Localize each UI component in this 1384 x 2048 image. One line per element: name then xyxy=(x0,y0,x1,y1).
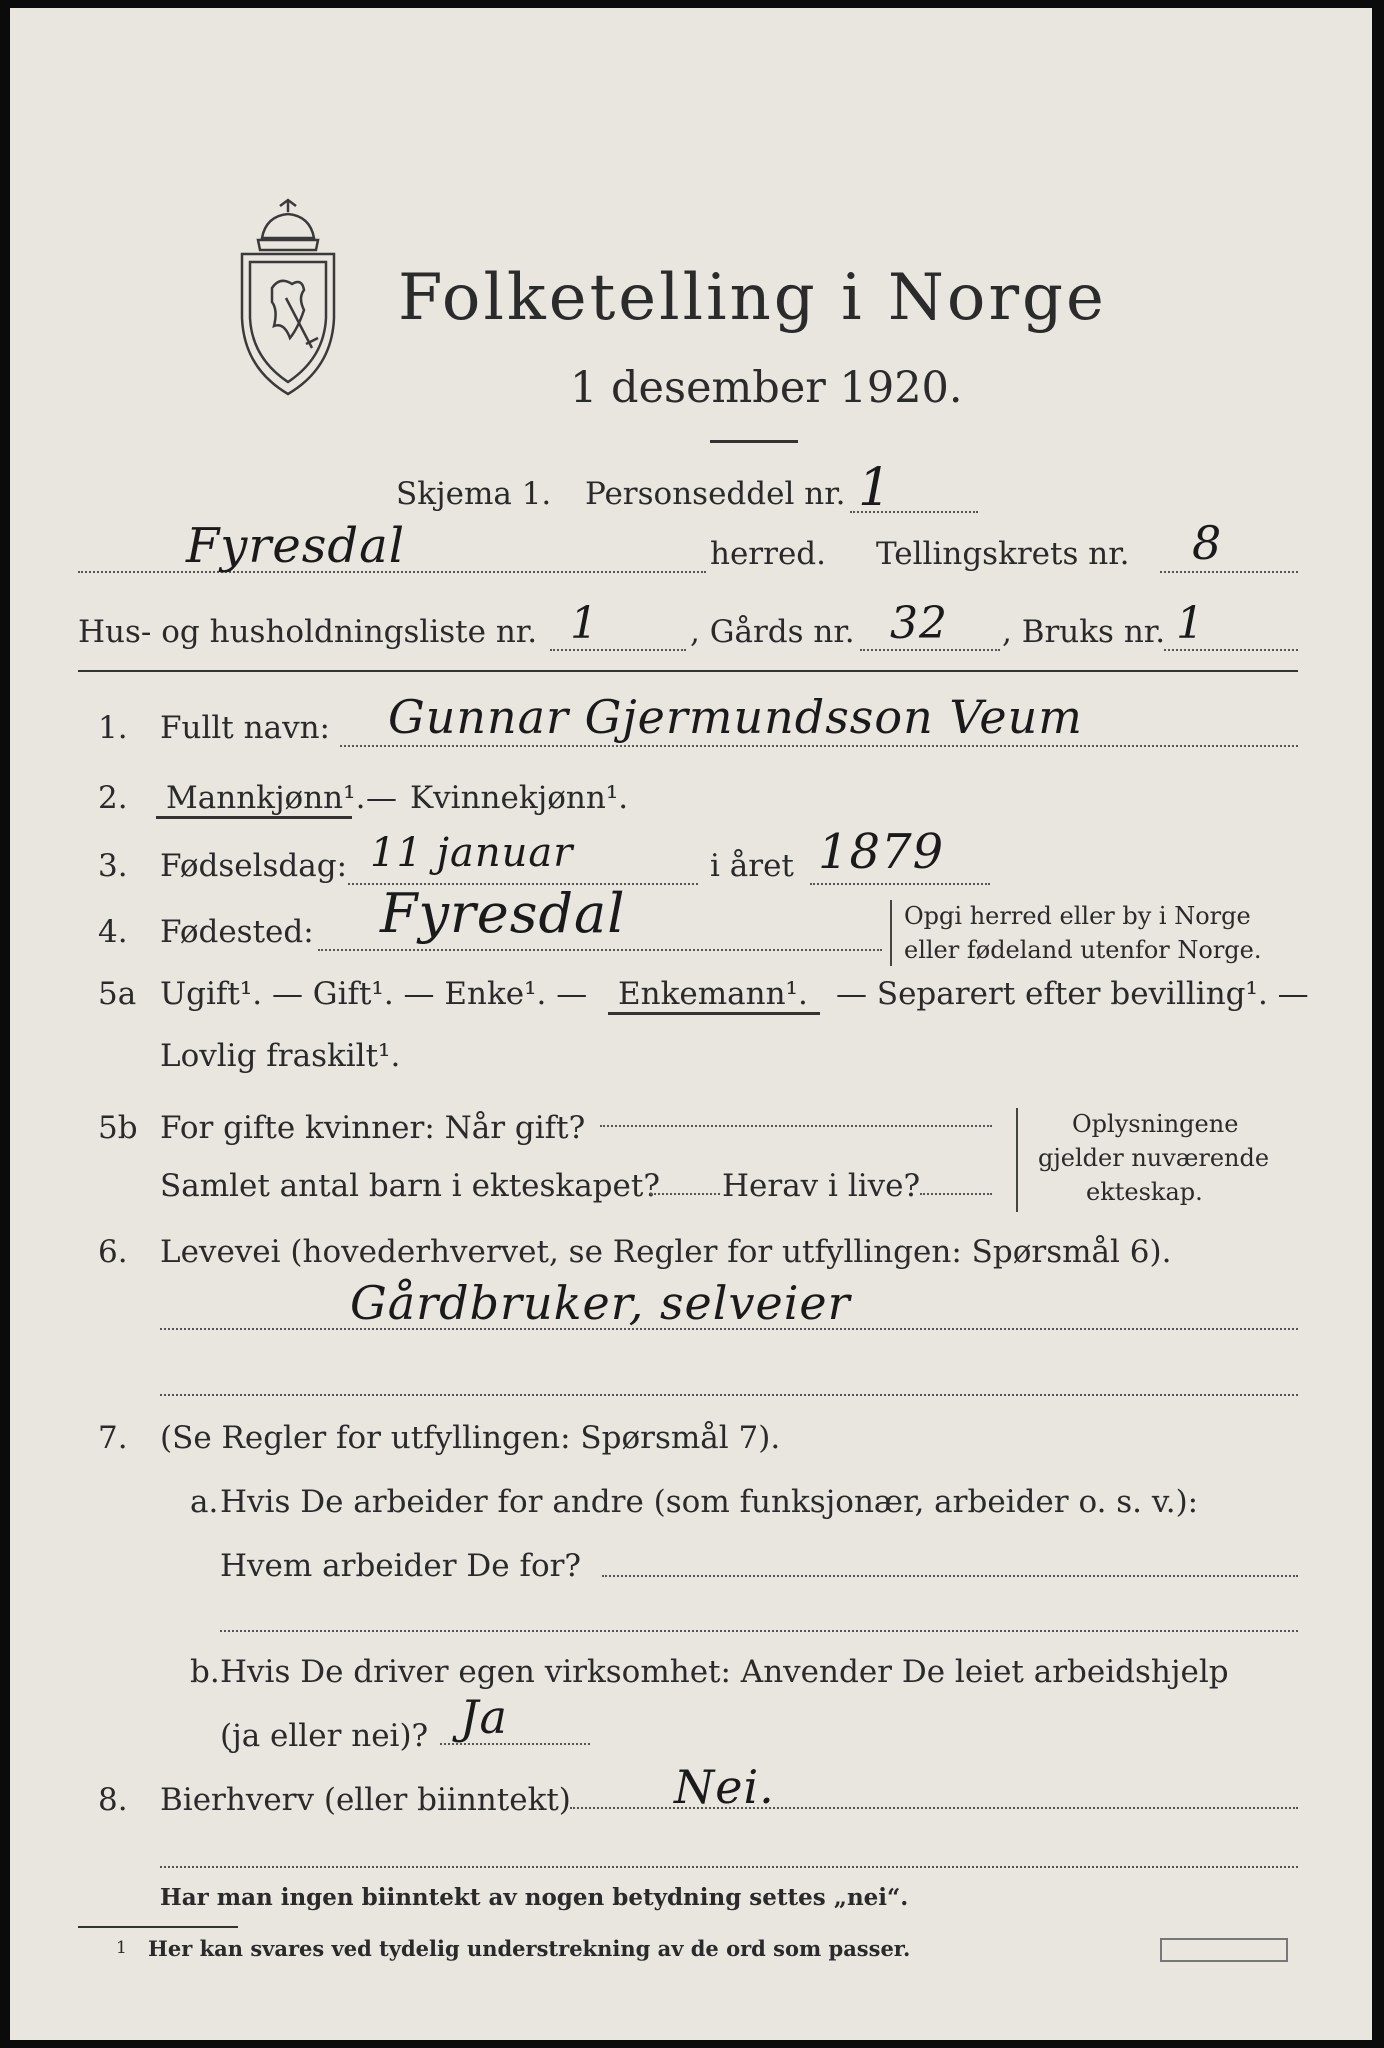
hus-value[interactable]: 1 xyxy=(570,598,599,649)
occupation-value[interactable]: Gårdbruker, selveier xyxy=(350,1276,851,1330)
birth-date-value[interactable]: 11 januar xyxy=(370,830,574,876)
q3-number: 3. xyxy=(98,848,128,884)
marital-option-fraskilt[interactable]: Lovlig fraskilt¹. xyxy=(160,1038,401,1074)
q8-label: Bierhverv (eller biinntekt) xyxy=(160,1782,571,1818)
q1-label: Fullt navn: xyxy=(160,710,330,746)
census-date: 1 desember 1920. xyxy=(570,363,963,413)
q6-label: Levevei (hovederhvervet, se Regler for utfyllingen: Spørsmål 6). xyxy=(160,1234,1172,1270)
birthplace-note-line1: Opgi herred eller by i Norge xyxy=(904,902,1251,930)
enkemann-selected-underline xyxy=(608,1012,820,1015)
herred-value[interactable]: Fyresdal xyxy=(186,518,406,574)
marriage-note-line3: ekteskap. xyxy=(1086,1178,1203,1206)
footnote-mark: 1 xyxy=(116,1938,127,1958)
q3-label: Fødselsdag: xyxy=(160,848,348,884)
header-divider xyxy=(78,670,1298,672)
q5b-number: 5b xyxy=(98,1110,138,1146)
footnote-text: Her kan svares ved tydelig understrekning av de ord som passer. xyxy=(148,1936,911,1961)
q7-number: 7. xyxy=(98,1420,128,1456)
q8-number: 8. xyxy=(98,1782,128,1818)
married-when-label: For gifte kvinner: Når gift? xyxy=(160,1110,586,1146)
employer-label: Hvem arbeider De for? xyxy=(220,1548,582,1584)
birth-year-value[interactable]: 1879 xyxy=(818,824,945,880)
birthplace-note-line2: eller fødeland utenfor Norge. xyxy=(904,936,1262,964)
marriage-note-line2: gjelder nuværende xyxy=(1038,1144,1270,1172)
hus-label: Hus- og husholdningsliste nr. xyxy=(78,614,538,650)
birthplace-value[interactable]: Fyresdal xyxy=(380,882,626,945)
personseddel-label: Personseddel nr. xyxy=(585,476,846,512)
side-income-value[interactable]: Nei. xyxy=(674,1760,775,1814)
q7a-letter: a. xyxy=(190,1484,219,1520)
hired-help-value[interactable]: Ja xyxy=(460,1690,508,1744)
gender-female-option[interactable]: Kvinnekjønn¹. xyxy=(410,780,629,816)
footnote-divider xyxy=(78,1926,238,1928)
skjema-label: Skjema 1. xyxy=(396,476,552,512)
q4-number: 4. xyxy=(98,914,128,950)
q7b-text: Hvis De driver egen virksomhet: Anvender De leiet arbeidshjelp xyxy=(220,1654,1229,1690)
hired-help-label: (ja eller nei)? xyxy=(220,1718,429,1754)
marital-options-after[interactable]: — Separert efter bevilling¹. — xyxy=(836,976,1309,1012)
q1-number: 1. xyxy=(98,710,128,746)
bruks-value[interactable]: 1 xyxy=(1176,598,1205,649)
q5a-number: 5a xyxy=(98,976,137,1012)
gender-male-option[interactable]: Mannkjønn¹. xyxy=(166,780,366,816)
tellingskrets-value[interactable]: 8 xyxy=(1192,516,1223,570)
norway-coat-of-arms-icon xyxy=(228,198,348,408)
marital-options-before[interactable]: Ugift¹. — Gift¹. — Enke¹. — xyxy=(160,976,588,1012)
full-name-value[interactable]: Gunnar Gjermundsson Veum xyxy=(388,690,1083,744)
children-alive-label: Herav i live? xyxy=(722,1168,921,1204)
side-income-note: Har man ingen biinntekt av nogen betydning settes „nei“. xyxy=(160,1884,909,1911)
marital-enkemann-option[interactable]: Enkemann¹. xyxy=(618,976,808,1012)
q6-number: 6. xyxy=(98,1234,128,1270)
gards-value[interactable]: 32 xyxy=(890,598,948,649)
children-count-label: Samlet antal barn i ekteskapet? xyxy=(160,1168,660,1204)
q4-label: Fødested: xyxy=(160,914,314,950)
herred-label: herred. xyxy=(710,536,826,572)
q7b-letter: b. xyxy=(190,1654,220,1690)
birth-year-label: i året xyxy=(710,848,794,884)
gards-label: , Gårds nr. xyxy=(690,614,855,650)
personseddel-value[interactable]: 1 xyxy=(858,458,893,518)
census-form-page xyxy=(10,8,1372,2040)
male-selected-underline xyxy=(156,816,352,819)
marriage-note-line1: Oplysningene xyxy=(1072,1110,1239,1138)
q7-label: (Se Regler for utfyllingen: Spørsmål 7). xyxy=(160,1420,781,1456)
q2-number: 2. xyxy=(98,780,128,816)
bruks-label: , Bruks nr. xyxy=(1002,614,1166,650)
form-title: Folketelling i Norge xyxy=(398,261,1107,335)
employer-field[interactable] xyxy=(602,1575,1298,1577)
tellingskrets-label: Tellingskrets nr. xyxy=(876,536,1130,572)
gender-separator: — xyxy=(366,780,397,816)
title-divider xyxy=(710,440,798,443)
q7a-text: Hvis De arbeider for andre (som funksjonær, arbeider o. s. v.): xyxy=(220,1484,1199,1520)
printer-stamp-icon xyxy=(1160,1938,1288,1962)
